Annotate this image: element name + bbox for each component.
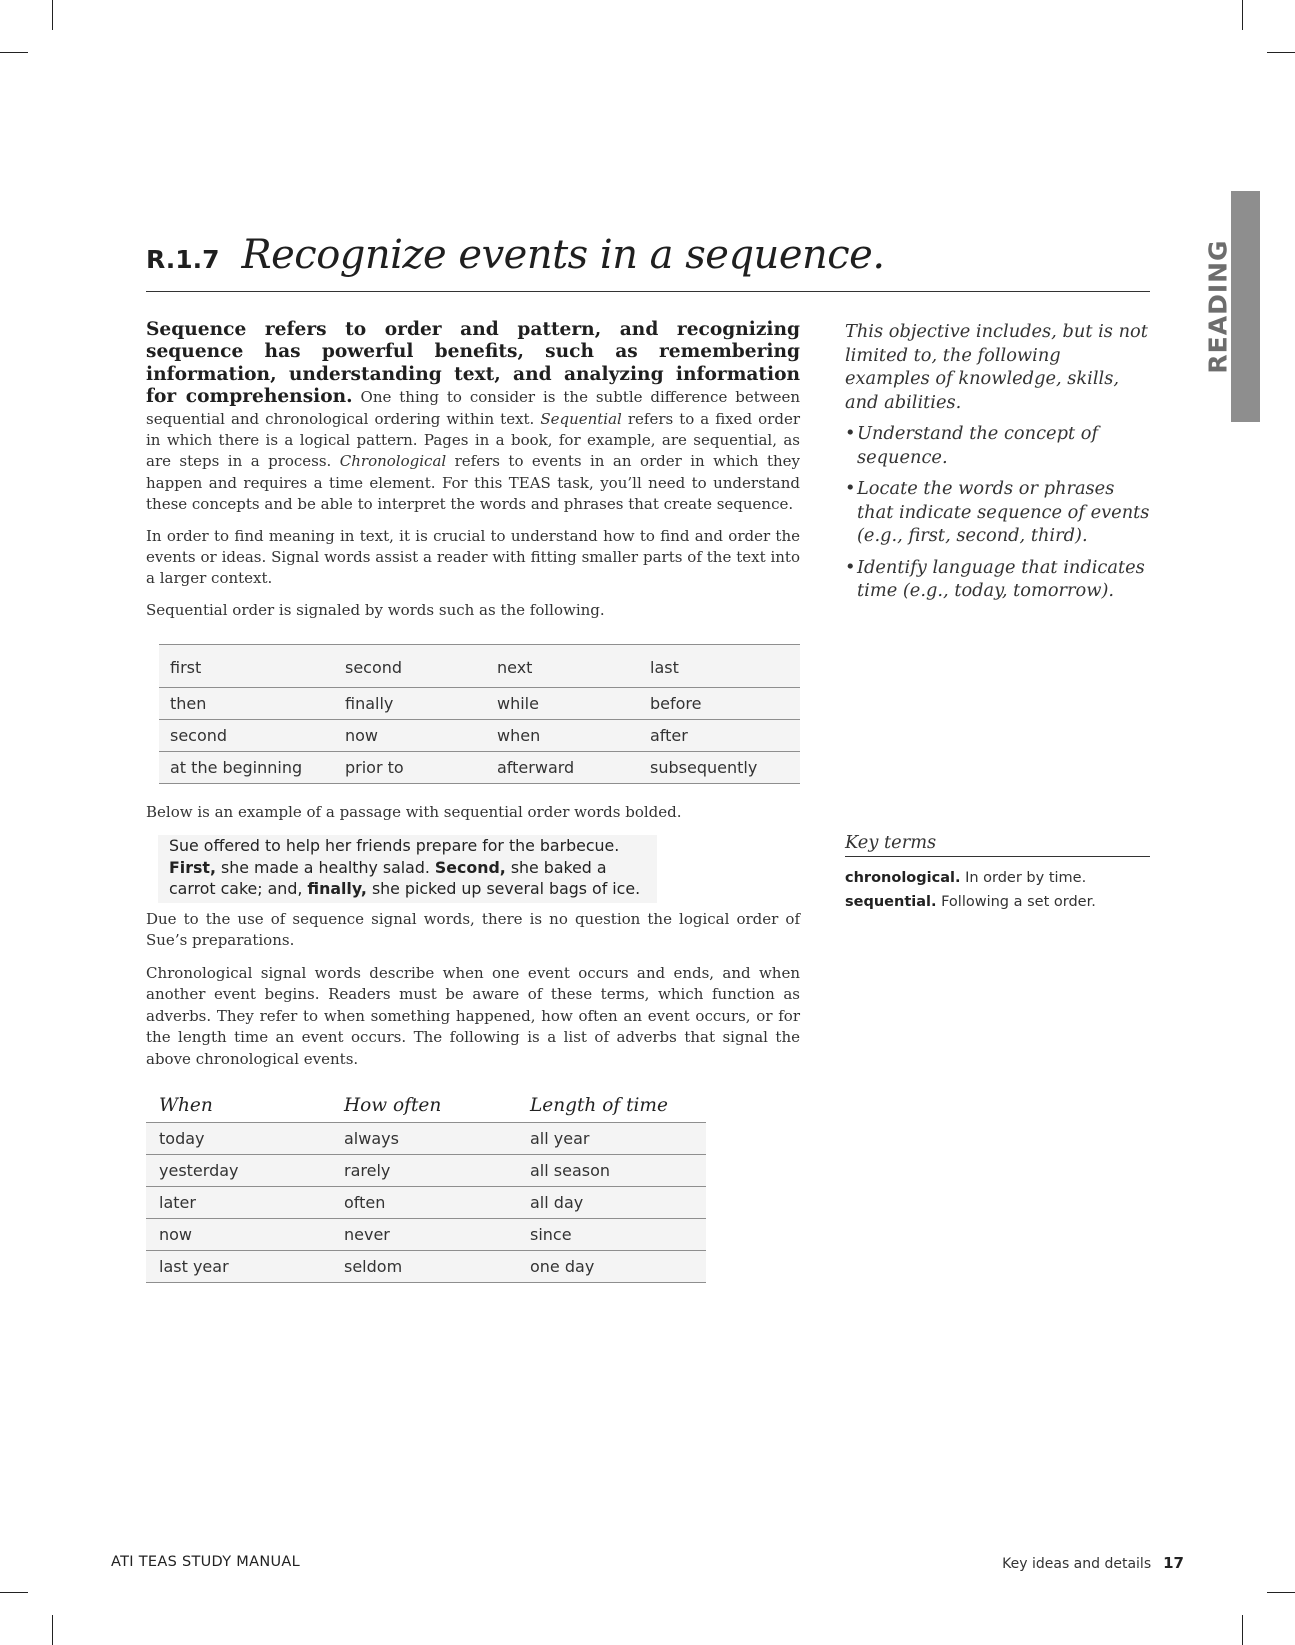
table-cell: first	[159, 645, 334, 688]
crop-mark	[0, 52, 28, 53]
footer-right	[1002, 1554, 1184, 1572]
table-cell: now	[146, 1219, 331, 1251]
table-cell: all day	[517, 1187, 706, 1219]
crop-mark	[1267, 1592, 1295, 1593]
objective-heading	[146, 232, 1150, 278]
table-row	[146, 1155, 706, 1187]
table-cell: before	[639, 688, 800, 720]
table-cell: never	[331, 1219, 517, 1251]
table-cell: after	[639, 720, 800, 752]
bullet-icon: •	[845, 423, 856, 444]
signal-word-bold: First,	[169, 857, 216, 877]
chronological-paragraph: Chronological signal words describe when one event occurs and ends, and when another event begins. Readers must be aware of these terms, which function as adverbs. They refer to when something happened, how often an event occurs, or for the length time an event occurs. The following is a list of adverbs that signal the above chronological events.	[146, 964, 800, 1068]
list-item	[845, 422, 1150, 469]
table-cell: last year	[146, 1251, 331, 1283]
table-cell: prior to	[334, 752, 486, 784]
footer-section: Key ideas and details	[1002, 1556, 1152, 1572]
table-row	[159, 688, 800, 720]
intro-lead: Sequence refers to order and pattern, and recognizing sequence has powerful benefits, such as remembering information, understanding text, and analyzing information for comprehension.	[146, 319, 800, 408]
intro-text: One thing to consider is the subtle difference between sequential and chronological ordering within text.	[146, 388, 800, 428]
table-cell: rarely	[331, 1155, 517, 1187]
column-header: Length of time	[517, 1088, 706, 1123]
table-row	[146, 1219, 706, 1251]
signal-word-bold: Second,	[434, 857, 506, 877]
table-row	[159, 752, 800, 784]
table-row	[159, 720, 800, 752]
crop-mark	[52, 1615, 53, 1645]
page-number: 17	[1163, 1554, 1184, 1572]
bullet-icon: •	[845, 478, 856, 499]
table-cell: second	[334, 645, 486, 688]
crop-mark	[1242, 0, 1243, 30]
table-cell: always	[331, 1123, 517, 1155]
table-cell: one day	[517, 1251, 706, 1283]
sequential-words-table	[159, 644, 800, 784]
example-text: she made a healthy salad.	[215, 857, 435, 877]
table-cell: at the beginning	[159, 752, 334, 784]
chronological-adverbs-table	[146, 1088, 706, 1283]
sidebar-intro: This objective includes, but is not limited to, the following examples of knowledge, skills, and abilities.	[845, 321, 1148, 413]
table-cell: second	[159, 720, 334, 752]
footer-book-title: ATI TEAS STUDY MANUAL	[111, 1554, 300, 1570]
table-row	[146, 1187, 706, 1219]
key-term-definition: Following a set order.	[936, 893, 1096, 910]
list-item	[845, 556, 1150, 603]
table-cell: next	[486, 645, 639, 688]
key-term	[845, 867, 1150, 891]
signal-word-bold: finally,	[307, 879, 367, 898]
table-cell: today	[146, 1123, 331, 1155]
objective-title: Recognize events in a sequence.	[241, 232, 885, 278]
table-cell: all season	[517, 1155, 706, 1187]
intro-text: refers to a fixed order in which there is a logical pattern. Pages in a book, for example, are sequential, as are steps in a process.	[146, 409, 800, 471]
table-cell: then	[159, 688, 334, 720]
crop-mark	[1242, 1615, 1243, 1645]
table-row	[159, 645, 800, 688]
table-row	[146, 1251, 706, 1283]
sidebar-list	[845, 422, 1150, 603]
table-cell: often	[331, 1187, 517, 1219]
sequential-lead-in: Sequential order is signaled by words such as the following.	[146, 600, 605, 619]
list-item-text: Understand the concept of sequence.	[857, 423, 1099, 468]
table-row	[146, 1123, 706, 1155]
objective-sidebar	[845, 320, 1150, 611]
objective-number: R.1.7	[146, 245, 220, 274]
main-column	[146, 319, 800, 631]
list-item-text: Locate the words or phrases that indicate sequence of events (e.g., first, second, third).	[857, 478, 1150, 546]
example-text: she picked up several bags of ice.	[366, 879, 641, 898]
term-chronological: Chronological	[339, 452, 447, 471]
bullet-icon: •	[845, 556, 856, 578]
table-cell: since	[517, 1219, 706, 1251]
example-text: she baked a carrot cake; and,	[169, 857, 607, 898]
table-cell: subsequently	[639, 752, 800, 784]
column-header: How often	[331, 1088, 517, 1123]
example-text: Sue offered to help her friends prepare for the barbecue.	[169, 836, 620, 855]
intro-text: refers to events in an order in which they happen and requires a time element. For this TEAS task, you’ll need to understand these concepts and be able to interpret the words and phrases that create sequence.	[146, 452, 800, 514]
table-cell: afterward	[486, 752, 639, 784]
key-term-word: chronological.	[845, 870, 961, 886]
table-cell: when	[486, 720, 639, 752]
table-cell: seldom	[331, 1251, 517, 1283]
table-cell: last	[639, 645, 800, 688]
heading-divider	[146, 291, 1150, 292]
key-term	[845, 891, 1150, 915]
table-cell: later	[146, 1187, 331, 1219]
example-passage	[158, 835, 657, 903]
table-cell: yesterday	[146, 1155, 331, 1187]
key-term-definition: In order by time.	[960, 870, 1087, 886]
column-header: When	[146, 1088, 331, 1123]
key-term-word: sequential.	[845, 893, 937, 910]
table-cell: now	[334, 720, 486, 752]
section-tab-label-wrap	[1203, 238, 1233, 374]
intro-paragraph	[146, 319, 800, 516]
term-sequential: Sequential	[540, 409, 622, 428]
crop-mark	[52, 0, 53, 30]
example-conclusion: Due to the use of sequence signal words, there is no question the logical order of Sue’s preparations.	[146, 910, 800, 950]
table-cell: finally	[334, 688, 486, 720]
crop-mark	[1267, 52, 1295, 53]
crop-mark	[0, 1592, 28, 1593]
section-tab-label: READING	[1203, 238, 1233, 374]
list-item	[845, 477, 1150, 548]
key-terms-heading: Key terms	[845, 832, 1150, 857]
example-lead-in: Below is an example of a passage with sequential order words bolded.	[146, 803, 682, 821]
table-cell: all year	[517, 1123, 706, 1155]
list-item-text: Identify language that indicates time (e.g., today, tomorrow).	[857, 556, 1145, 601]
key-terms-list	[845, 867, 1150, 914]
table-cell: while	[486, 688, 639, 720]
section-tab	[1231, 191, 1260, 422]
signal-words-paragraph: In order to find meaning in text, it is crucial to understand how to find and order the events or ideas. Signal words assist a reader with fitting smaller parts of the text into a larger context.	[146, 526, 800, 588]
